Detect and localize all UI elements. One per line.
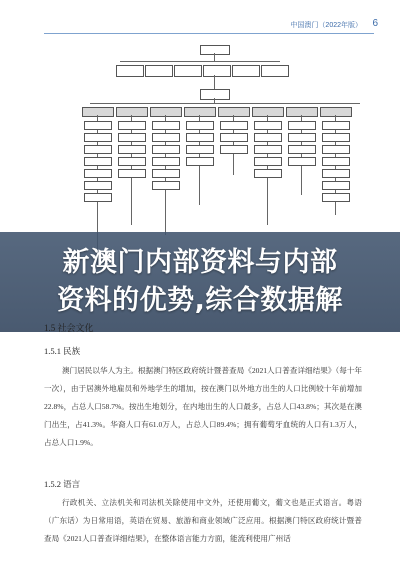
org-node — [152, 121, 180, 130]
org-node — [220, 121, 248, 130]
org-node — [252, 107, 284, 117]
org-node — [116, 65, 144, 77]
org-node — [261, 65, 289, 77]
page-number: 6 — [372, 18, 378, 29]
org-node — [152, 145, 180, 154]
org-node — [84, 157, 112, 166]
org-node — [118, 169, 146, 178]
org-connector — [90, 103, 360, 104]
org-node — [200, 45, 230, 55]
org-node — [174, 65, 202, 77]
header-rule — [44, 33, 374, 34]
org-node — [218, 107, 250, 117]
subsection-title-ethnicity: 1.5.1 民族 — [44, 346, 81, 356]
org-connector — [120, 61, 280, 62]
org-node — [254, 133, 282, 142]
section-title: 1.5 社会文化 — [44, 323, 94, 333]
org-node — [84, 169, 112, 178]
paragraph-language: 行政机关、立法机关和司法机关除使用中文外，还使用葡文，葡文也是正式语言。粤语（广东话）为日常用语，英语在贸易、旅游和商业领域广泛应用。根据澳门特区政府统计暨普查局《2021人口普查详细结果》，在整体语言能力方面，能流利使用广州话 — [44, 498, 362, 543]
org-connector — [214, 53, 215, 61]
org-chart-figure — [80, 45, 370, 260]
org-node — [322, 157, 350, 166]
org-node — [152, 133, 180, 142]
org-node — [286, 107, 318, 117]
org-node — [118, 121, 146, 130]
paragraph-ethnicity: 澳门居民以华人为主。根据澳门特区政府统计暨普查局《2021人口普查详细结果》（每十年一次），由于居澳外地雇员和外地学生的增加，按在澳门以外地方出生的人口比例较十年前增加22.8%，占总人口58.7%。按出生地划分，在内地出生的人口最多，占总人口43.8%；其次是在澳门出生，占41.3%。华裔人口有61.0万人，占总人口89.4%；拥有葡萄牙血统的人口有1.3万人，占总人口1.9%。 — [44, 366, 362, 447]
org-node — [254, 169, 282, 178]
org-node — [220, 145, 248, 154]
org-node — [186, 133, 214, 142]
subsection-title-language: 1.5.2 语言 — [44, 479, 81, 489]
org-node — [288, 145, 316, 154]
org-node — [288, 157, 316, 166]
org-node — [152, 181, 180, 190]
org-node — [320, 107, 352, 117]
org-node — [152, 157, 180, 166]
org-node — [254, 157, 282, 166]
org-node — [150, 107, 182, 117]
org-node — [232, 65, 260, 77]
title-banner — [0, 232, 400, 332]
org-node — [288, 121, 316, 130]
org-node — [84, 121, 112, 130]
org-node — [254, 145, 282, 154]
org-node — [200, 89, 230, 100]
org-node — [288, 133, 316, 142]
org-node — [186, 157, 214, 166]
banner-title-line-2: 资料的优势,综合数据解 — [57, 285, 343, 316]
org-node — [186, 145, 214, 154]
org-node — [116, 107, 148, 117]
org-connector — [214, 75, 215, 89]
org-node — [203, 65, 231, 77]
org-node — [84, 145, 112, 154]
org-node — [322, 193, 350, 202]
running-header: 中国澳门（2022年版） — [290, 22, 362, 29]
org-node — [82, 107, 114, 117]
org-node — [184, 107, 216, 117]
org-node — [84, 133, 112, 142]
org-node — [152, 169, 180, 178]
org-node — [84, 193, 112, 202]
org-node — [322, 181, 350, 190]
org-node — [322, 169, 350, 178]
org-node — [322, 121, 350, 130]
banner-title-line-1: 新澳门内部资料与内部 — [62, 247, 338, 278]
org-node — [322, 133, 350, 142]
org-node — [145, 65, 173, 77]
org-node — [118, 133, 146, 142]
org-node — [254, 121, 282, 130]
org-node — [84, 181, 112, 190]
org-node — [322, 145, 350, 154]
org-node — [186, 121, 214, 130]
org-node — [118, 145, 146, 154]
org-node — [220, 133, 248, 142]
org-node — [118, 157, 146, 166]
